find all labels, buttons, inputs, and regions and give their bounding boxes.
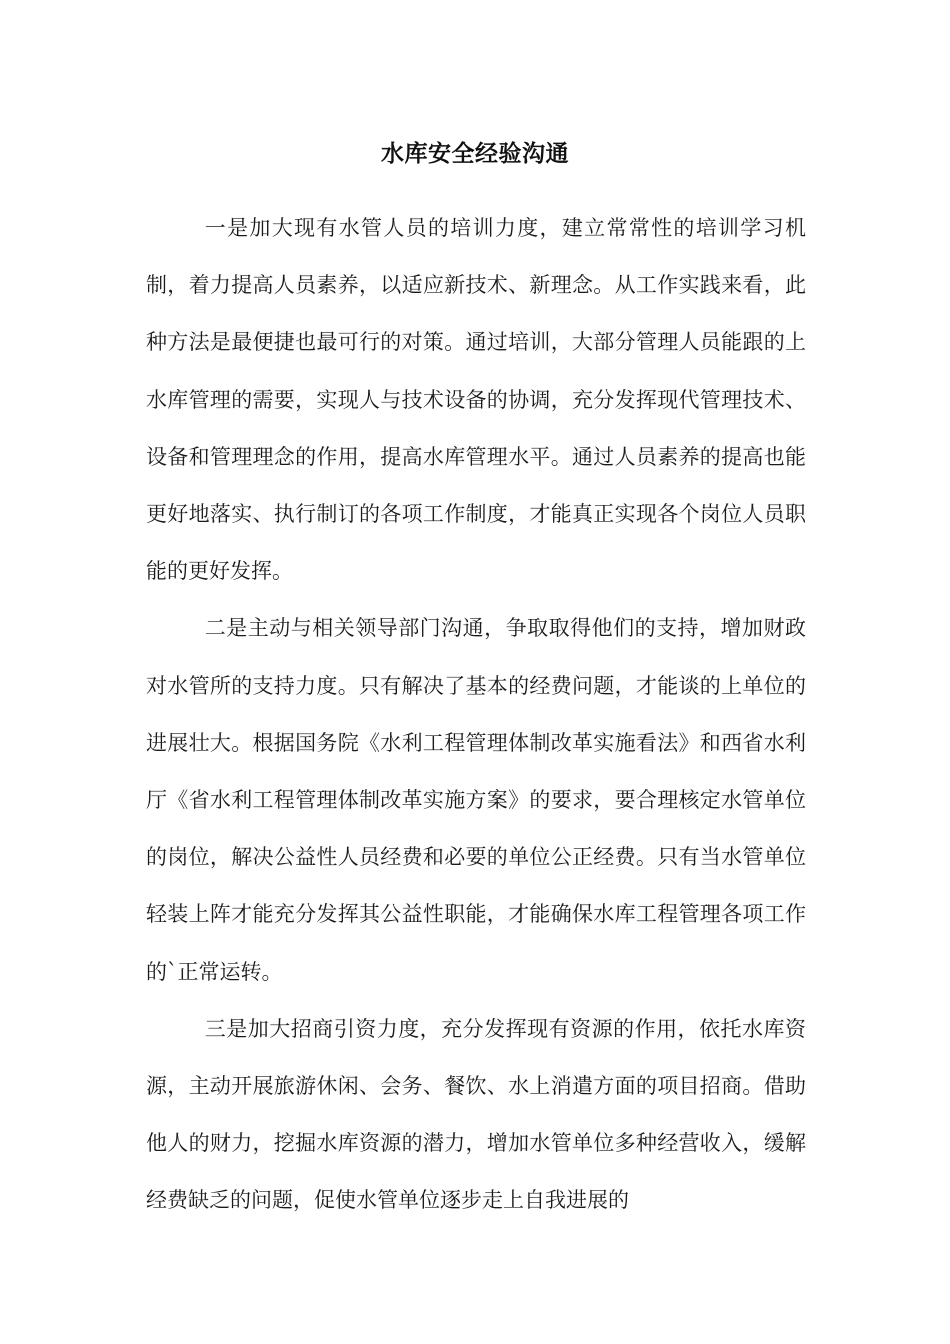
paragraph-1: 一是加大现有水管人员的培训力度，建立常常性的培训学习机制，着力提高人员素养，以适应新技术、新理念。从工作实践来看，此种方法是最便捷也最可行的对策。通过培训，大部分管理人员能跟的上水库管理的需要，实现人与技术设备的协调，充分发挥现代管理技术、设备和管理理念的作用，提高水库管理水平。通过人员素养的提高也能更好地落实、执行制订的各项工作制度，才能真正实现各个岗位人员职能的更好发挥。 (146, 216, 806, 584)
document-body (146, 200, 806, 1230)
paragraph-3: 三是加大招商引资力度，充分发挥现有资源的作用，依托水库资源，主动开展旅游休闲、会务、餐饮、水上消遣方面的项目招商。借助他人的财力，挖掘水库资源的潜力，增加水管单位多种经营收入，缓解经费缺乏的问题，促使水管单位逐步走上自我进展的 (146, 1016, 806, 1213)
document-title: 水库安全经验沟通 (381, 141, 569, 167)
paragraph-2: 二是主动与相关领导部门沟通，争取取得他们的支持，增加财政对水管所的支持力度。只有解决了基本的经费问题，才能谈的上单位的进展壮大。根据国务院《水利工程管理体制改革实施看法》和西省水利厅《省水利工程管理体制改革实施方案》的要求，要合理核定水管单位的岗位，解决公益性人员经费和必要的单位公正经费。只有当水管单位轻装上阵才能充分发挥其公益性职能，才能确保水库工程管理各项工作的`正常运转。 (146, 616, 806, 984)
